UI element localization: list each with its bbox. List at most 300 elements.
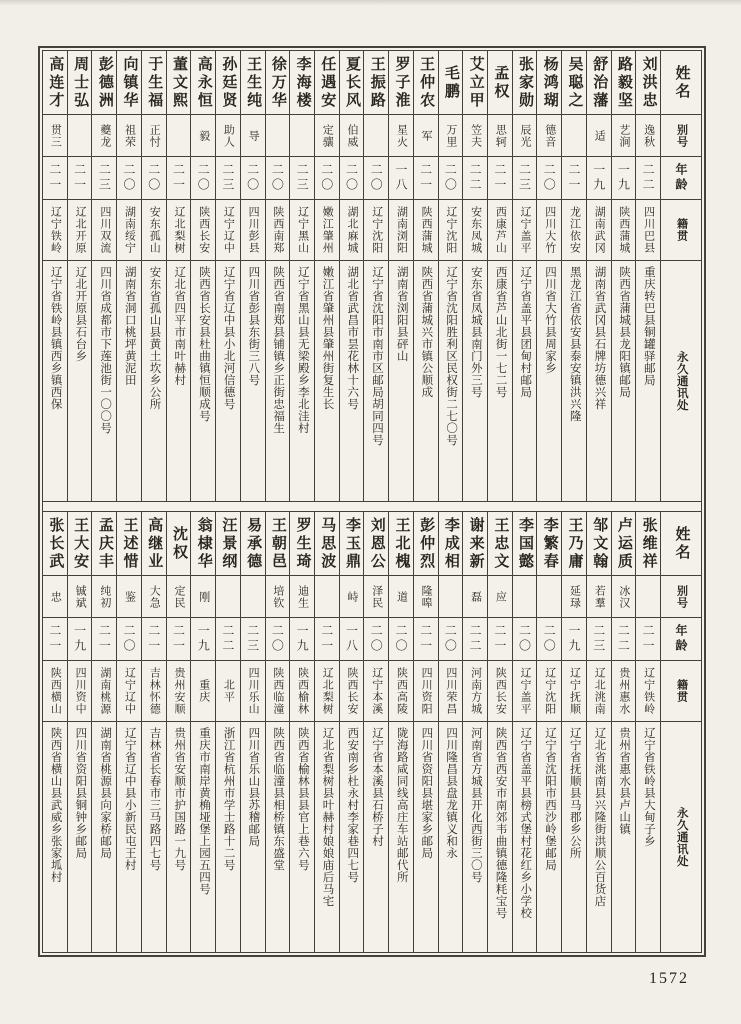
person-alias: 迪生 [296, 584, 309, 609]
person-native-place: 四川大竹 [543, 206, 556, 254]
person-name-cell [340, 51, 364, 115]
person-age: 二三 [591, 624, 606, 654]
person-age: 一九 [566, 624, 581, 654]
person-alias-cell [290, 115, 314, 157]
person-native-place-cell [439, 661, 463, 722]
person-alias: 思轲 [494, 123, 507, 148]
person-native-place-cell [562, 661, 586, 722]
person-address: 四川省资阳县堪家乡邮局 [420, 727, 433, 859]
row-header-column-bottom [660, 512, 701, 952]
person-name: 高连才 [47, 55, 64, 110]
person-age-cell [216, 157, 240, 200]
person-alias-cell [612, 576, 636, 618]
person-native-place: 湖南武冈 [593, 206, 606, 254]
person-age: 一八 [344, 624, 359, 654]
person-native-place: 吉林怀德 [148, 667, 161, 715]
person-name: 李国懿 [517, 516, 534, 571]
person-alias-cell [587, 576, 611, 618]
person-native-place: 陕西长安 [197, 206, 210, 254]
person-age: 二一 [47, 163, 62, 193]
person-age-cell [266, 618, 290, 661]
row-label-address-cell [661, 722, 701, 952]
person-address: 陕西省南郑县铺镇乡正街忠福生 [272, 266, 285, 434]
person-alias-cell [191, 115, 215, 157]
row-label-age-cell [661, 157, 701, 200]
person-name: 王大安 [72, 516, 89, 571]
person-age: 二三 [517, 163, 532, 193]
person-native-place-cell [612, 200, 636, 261]
person-native-place: 陕西蒲城 [617, 206, 630, 254]
person-name-cell [43, 512, 67, 576]
person-alias: 德音 [543, 123, 556, 148]
person-age-cell [68, 618, 92, 661]
person-native-place-cell [241, 200, 265, 261]
person-alias: 延琭 [568, 584, 581, 609]
person-name: 邹文翰 [591, 516, 608, 571]
person-native-place-cell [92, 661, 116, 722]
person-alias-cell [439, 576, 463, 618]
person-alias: 正忖 [148, 123, 161, 148]
person-native-place-cell [92, 200, 116, 261]
person-name-cell [587, 51, 611, 115]
person-address-cell [290, 722, 314, 952]
person-name: 刘恩公 [368, 516, 385, 571]
person-age: 二〇 [122, 624, 137, 654]
person-alias: 军 [420, 129, 433, 142]
person-address-cell [92, 722, 116, 952]
person-address-cell [191, 261, 215, 501]
person-column [487, 512, 512, 952]
row-label-address: 永久通讯处 [675, 807, 688, 867]
person-address: 贵州省惠水县卢山镇 [618, 727, 631, 835]
person-native-place: 辽宁铁岭 [642, 667, 655, 715]
person-age-cell [488, 618, 512, 661]
person-age: 二〇 [393, 624, 408, 654]
person-native-place: 四川彭县 [247, 206, 260, 254]
person-column [67, 512, 92, 952]
person-age-cell [340, 157, 364, 200]
person-alias-cell [488, 115, 512, 157]
person-age: 二〇 [542, 163, 557, 193]
person-alias-cell [513, 115, 537, 157]
person-age-cell [414, 618, 438, 661]
person-name: 路毅坚 [615, 55, 632, 110]
row-label-native: 籍贯 [675, 218, 688, 242]
person-age: 二一 [319, 624, 334, 654]
person-address-cell [537, 722, 561, 952]
person-native-place: 北平 [222, 679, 235, 703]
person-alias: 星火 [395, 123, 408, 148]
person-address-cell [167, 722, 191, 952]
person-name-cell [439, 51, 463, 115]
person-address: 重庆转巴县铜罐驿邮局 [642, 266, 655, 386]
person-name-cell [612, 51, 636, 115]
person-name-cell [414, 512, 438, 576]
person-age: 一九 [196, 624, 211, 654]
person-name: 周士弘 [72, 55, 89, 110]
person-address-cell [290, 261, 314, 501]
directory-table-frame [38, 46, 706, 957]
person-age-cell [43, 157, 67, 200]
person-alias-cell [562, 576, 586, 618]
person-native-place: 辽宁沈阳 [444, 206, 457, 254]
person-native-place: 辽北梨树 [172, 206, 185, 254]
person-address: 安东省凤城县南门外三号 [469, 266, 482, 398]
person-name-cell [315, 51, 339, 115]
directory-table [42, 50, 702, 953]
person-name-cell [414, 51, 438, 115]
person-address: 吉林省长春市三马路四七号 [148, 727, 161, 871]
person-column [166, 512, 191, 952]
person-native-place-cell [117, 661, 141, 722]
person-alias-cell [216, 576, 240, 618]
person-age-cell [463, 618, 487, 661]
person-column [265, 512, 290, 952]
person-native-place: 陕西横山 [49, 667, 62, 715]
person-age-cell [241, 618, 265, 661]
person-name-cell [537, 51, 561, 115]
person-age: 一九 [591, 163, 606, 193]
person-age-cell [414, 157, 438, 200]
person-alias: 鉴 [123, 590, 136, 603]
person-alias: 祖荣 [123, 123, 136, 148]
person-native-place: 湖南绥宁 [123, 206, 136, 254]
person-address: 嫩江省肇州县肇州街复生长 [321, 266, 334, 410]
person-name-cell [216, 51, 240, 115]
person-native-place: 辽宁铁岭 [49, 206, 62, 254]
person-native-place: 贵州惠水 [617, 667, 630, 715]
person-column [265, 51, 290, 501]
person-native-place-cell [612, 661, 636, 722]
person-address: 重庆市南岸黄桷垭堡上园五四号 [197, 727, 210, 895]
person-name-cell [266, 512, 290, 576]
person-alias: 若羣 [593, 584, 606, 609]
person-native-place-cell [266, 661, 290, 722]
person-address: 四川省彭县东街三八号 [247, 266, 260, 386]
person-address-cell [92, 261, 116, 501]
person-alias-cell [167, 115, 191, 157]
person-name: 向镇华 [121, 55, 138, 110]
person-column [339, 512, 364, 952]
person-native-place-cell [216, 200, 240, 261]
person-name: 马思波 [319, 516, 336, 571]
person-age: 二一 [171, 163, 186, 193]
person-column [116, 512, 141, 952]
person-native-place-cell [537, 661, 561, 722]
person-address: 陕西省蒲城兴市镇公顺成 [420, 266, 433, 398]
person-name-cell [266, 51, 290, 115]
person-native-place: 辽宁辽中 [222, 206, 235, 254]
person-alias-cell [216, 115, 240, 157]
person-name-cell [636, 51, 660, 115]
person-age-cell [216, 618, 240, 661]
person-native-place-cell [68, 661, 92, 722]
person-native-place-cell [488, 200, 512, 261]
person-age: 二〇 [245, 163, 260, 193]
person-name-cell [117, 512, 141, 576]
person-name: 彭仲烈 [418, 516, 435, 571]
person-age: 二一 [418, 624, 433, 654]
person-age-cell [513, 618, 537, 661]
person-column [438, 51, 463, 501]
person-native-place: 辽宁辽中 [123, 667, 136, 715]
row-label-age: 年龄 [674, 163, 688, 193]
person-native-place: 嫩江肇州 [321, 206, 334, 254]
person-age: 二三 [97, 163, 112, 193]
person-column [363, 51, 388, 501]
person-age: 二〇 [146, 163, 161, 193]
person-address: 辽北省洮南县兴隆街洪顺公百货店 [593, 727, 606, 907]
person-alias: 铖斌 [74, 584, 87, 609]
person-native-place: 陕西榆林 [296, 667, 309, 715]
person-age-cell [439, 157, 463, 200]
person-age: 二一 [566, 163, 581, 193]
person-native-place-cell [513, 200, 537, 261]
person-address: 辽宁省沈阳胜利区民权街二七〇号 [445, 266, 458, 446]
person-native-place-cell [43, 200, 67, 261]
person-alias: 峙 [346, 590, 359, 603]
person-age-cell [315, 157, 339, 200]
person-address-cell [612, 261, 636, 501]
person-address: 陕西省蒲城县龙阳镇邮局 [618, 266, 631, 398]
person-name-cell [191, 51, 215, 115]
person-native-place: 辽宁盖平 [519, 667, 532, 715]
person-native-place-cell [340, 200, 364, 261]
person-column [289, 512, 314, 952]
person-name-cell [241, 51, 265, 115]
person-name: 王振路 [368, 55, 385, 110]
person-alias: 夔龙 [98, 123, 111, 148]
person-native-place-cell [142, 661, 166, 722]
person-name: 李海楼 [294, 55, 311, 110]
person-address-cell [414, 722, 438, 952]
person-address-cell [266, 261, 290, 501]
person-address-cell [587, 261, 611, 501]
person-native-place: 四川乐山 [247, 667, 260, 715]
person-column [438, 512, 463, 952]
person-alias-cell [266, 115, 290, 157]
person-column [91, 512, 116, 952]
person-alias: 定民 [172, 584, 185, 609]
person-age: 二〇 [443, 163, 458, 193]
person-name-cell [389, 512, 413, 576]
person-name: 王述惜 [121, 516, 138, 571]
person-alias-cell [290, 576, 314, 618]
person-alias-cell [142, 576, 166, 618]
person-name-cell [191, 512, 215, 576]
person-address-cell [537, 261, 561, 501]
person-column [413, 512, 438, 952]
person-native-place: 河南方城 [469, 667, 482, 715]
person-alias-cell [463, 576, 487, 618]
person-column [635, 51, 660, 501]
person-name-cell [68, 51, 92, 115]
person-native-place-cell [537, 200, 561, 261]
person-age: 二二 [220, 624, 235, 654]
person-native-place-cell [636, 661, 660, 722]
person-alias-cell [241, 115, 265, 157]
person-native-place-cell [389, 200, 413, 261]
person-name-cell [389, 51, 413, 115]
person-native-place-cell [340, 661, 364, 722]
person-native-place: 陕西蒲城 [420, 206, 433, 254]
person-native-place: 陕西临潼 [271, 667, 284, 715]
person-address: 辽北开原县石台乡 [74, 266, 87, 362]
person-name: 王仲农 [418, 55, 435, 110]
person-native-place: 陕西高陵 [395, 667, 408, 715]
person-name: 李玉鼎 [344, 516, 361, 571]
person-address-cell [117, 722, 141, 952]
person-alias-cell [340, 576, 364, 618]
person-age: 二一 [418, 163, 433, 193]
person-age: 二一 [47, 624, 62, 654]
person-native-place: 辽北梨树 [321, 667, 334, 715]
person-native-place: 四川巴县 [642, 206, 655, 254]
person-age-cell [636, 618, 660, 661]
person-age: 二一 [492, 163, 507, 193]
person-address: 浙江省杭州市学士路十二号 [222, 727, 235, 871]
person-name-cell [612, 512, 636, 576]
person-alias: 伯威 [346, 123, 359, 148]
person-name-cell [636, 512, 660, 576]
person-alias-cell [117, 115, 141, 157]
person-address: 辽宁省抚顺县马郡乡公所 [568, 727, 581, 859]
person-native-place: 安东孤山 [148, 206, 161, 254]
person-alias-cell [92, 115, 116, 157]
person-column [586, 51, 611, 501]
person-column [314, 51, 339, 501]
person-name: 王忠文 [492, 516, 509, 571]
person-address-cell [439, 261, 463, 501]
person-address: 辽宁省辽中县小新民屯王村 [123, 727, 136, 871]
person-address-cell [513, 261, 537, 501]
person-column [190, 512, 215, 952]
person-address: 河南省方城县开化西街三〇号 [469, 727, 482, 883]
person-column [512, 51, 537, 501]
person-column [462, 51, 487, 501]
person-name-cell [364, 51, 388, 115]
person-address: 辽宁省沈阳市南市区邮局胡同四号 [370, 266, 383, 446]
person-address: 黑龙江省依安县泰安镇洪兴隆 [568, 266, 581, 422]
row-label-name-cell [661, 51, 701, 115]
person-address: 辽北省梨树县叶赫村娘娘庙后马宅 [321, 727, 334, 907]
person-age-cell [636, 157, 660, 200]
person-native-place: 贵州安顺 [172, 667, 185, 715]
person-alias: 辰光 [519, 123, 532, 148]
person-alias-cell [191, 576, 215, 618]
person-alias-cell [241, 576, 265, 618]
person-age-cell [68, 157, 92, 200]
person-native-place-cell [117, 200, 141, 261]
person-column [67, 51, 92, 501]
person-age: 二〇 [369, 624, 384, 654]
person-address: 辽宁省沈阳市西沙岭堡邮局 [544, 727, 557, 871]
person-native-place-cell [241, 661, 265, 722]
person-age: 二一 [146, 624, 161, 654]
person-name-cell [167, 51, 191, 115]
row-label-name: 姓名 [673, 525, 690, 562]
person-native-place-cell [315, 661, 339, 722]
row-label-name: 姓名 [673, 64, 690, 101]
person-native-place-cell [439, 200, 463, 261]
person-native-place: 辽宁沈阳 [370, 206, 383, 254]
person-name-cell [241, 512, 265, 576]
person-address: 辽宁省本溪县石桥子村 [370, 727, 383, 847]
person-age-cell [389, 157, 413, 200]
person-address: 四川省资阳县铜钟乡邮局 [74, 727, 87, 859]
person-native-place: 重庆 [197, 679, 210, 703]
person-name-cell [315, 512, 339, 576]
person-address-cell [562, 261, 586, 501]
person-age: 二〇 [122, 163, 137, 193]
person-name-cell [562, 51, 586, 115]
person-address-cell [315, 722, 339, 952]
person-alias: 万里 [444, 123, 457, 148]
person-name-cell [513, 512, 537, 576]
person-alias: 培钦 [271, 584, 284, 609]
person-native-place: 辽宁抚顺 [568, 667, 581, 715]
person-native-place-cell [636, 200, 660, 261]
row-label-native-cell [661, 661, 701, 722]
person-alias-cell [266, 576, 290, 618]
person-name: 王北槐 [393, 516, 410, 571]
person-name: 张长武 [47, 516, 64, 571]
person-alias-cell [513, 576, 537, 618]
person-age: 二〇 [369, 163, 384, 193]
person-column [462, 512, 487, 952]
person-column [363, 512, 388, 952]
person-column [215, 512, 240, 952]
person-address: 辽宁省铁岭县镇西乡镇西保 [49, 266, 62, 410]
person-native-place: 陕西长安 [346, 667, 359, 715]
person-native-place: 湖南浏阳 [395, 206, 408, 254]
person-name: 舒治藩 [591, 55, 608, 110]
person-name-cell [463, 512, 487, 576]
person-age: 二二 [468, 163, 483, 193]
person-age: 二〇 [196, 163, 211, 193]
row-label-name-cell [661, 512, 701, 576]
person-alias: 贯三 [49, 123, 62, 148]
person-age: 二一 [171, 624, 186, 654]
person-age: 二一 [492, 624, 507, 654]
person-age-cell [266, 157, 290, 200]
person-address-cell [340, 261, 364, 501]
person-address: 辽宁省黑山县无梁殿乡李北洼村 [296, 266, 309, 434]
person-name-cell [562, 512, 586, 576]
person-age-cell [142, 618, 166, 661]
person-native-place: 四川双流 [98, 206, 111, 254]
person-name-cell [364, 512, 388, 576]
person-age-cell [488, 157, 512, 200]
row-label-address-cell [661, 261, 701, 501]
person-native-place: 辽北洮南 [593, 667, 606, 715]
person-native-place-cell [266, 200, 290, 261]
person-address-cell [513, 722, 537, 952]
person-address-cell [562, 722, 586, 952]
person-alias-cell [389, 576, 413, 618]
person-address-cell [68, 722, 92, 952]
row-label-age: 年龄 [674, 624, 688, 654]
person-native-place: 湖北麻城 [346, 206, 359, 254]
person-name-cell [587, 512, 611, 576]
person-native-place-cell [216, 661, 240, 722]
person-name: 董文熙 [170, 55, 187, 110]
person-native-place-cell [68, 200, 92, 261]
person-name: 任遇安 [319, 55, 336, 110]
person-column [314, 512, 339, 952]
person-native-place: 四川资中 [74, 667, 87, 715]
person-native-place: 辽宁沈阳 [543, 667, 556, 715]
